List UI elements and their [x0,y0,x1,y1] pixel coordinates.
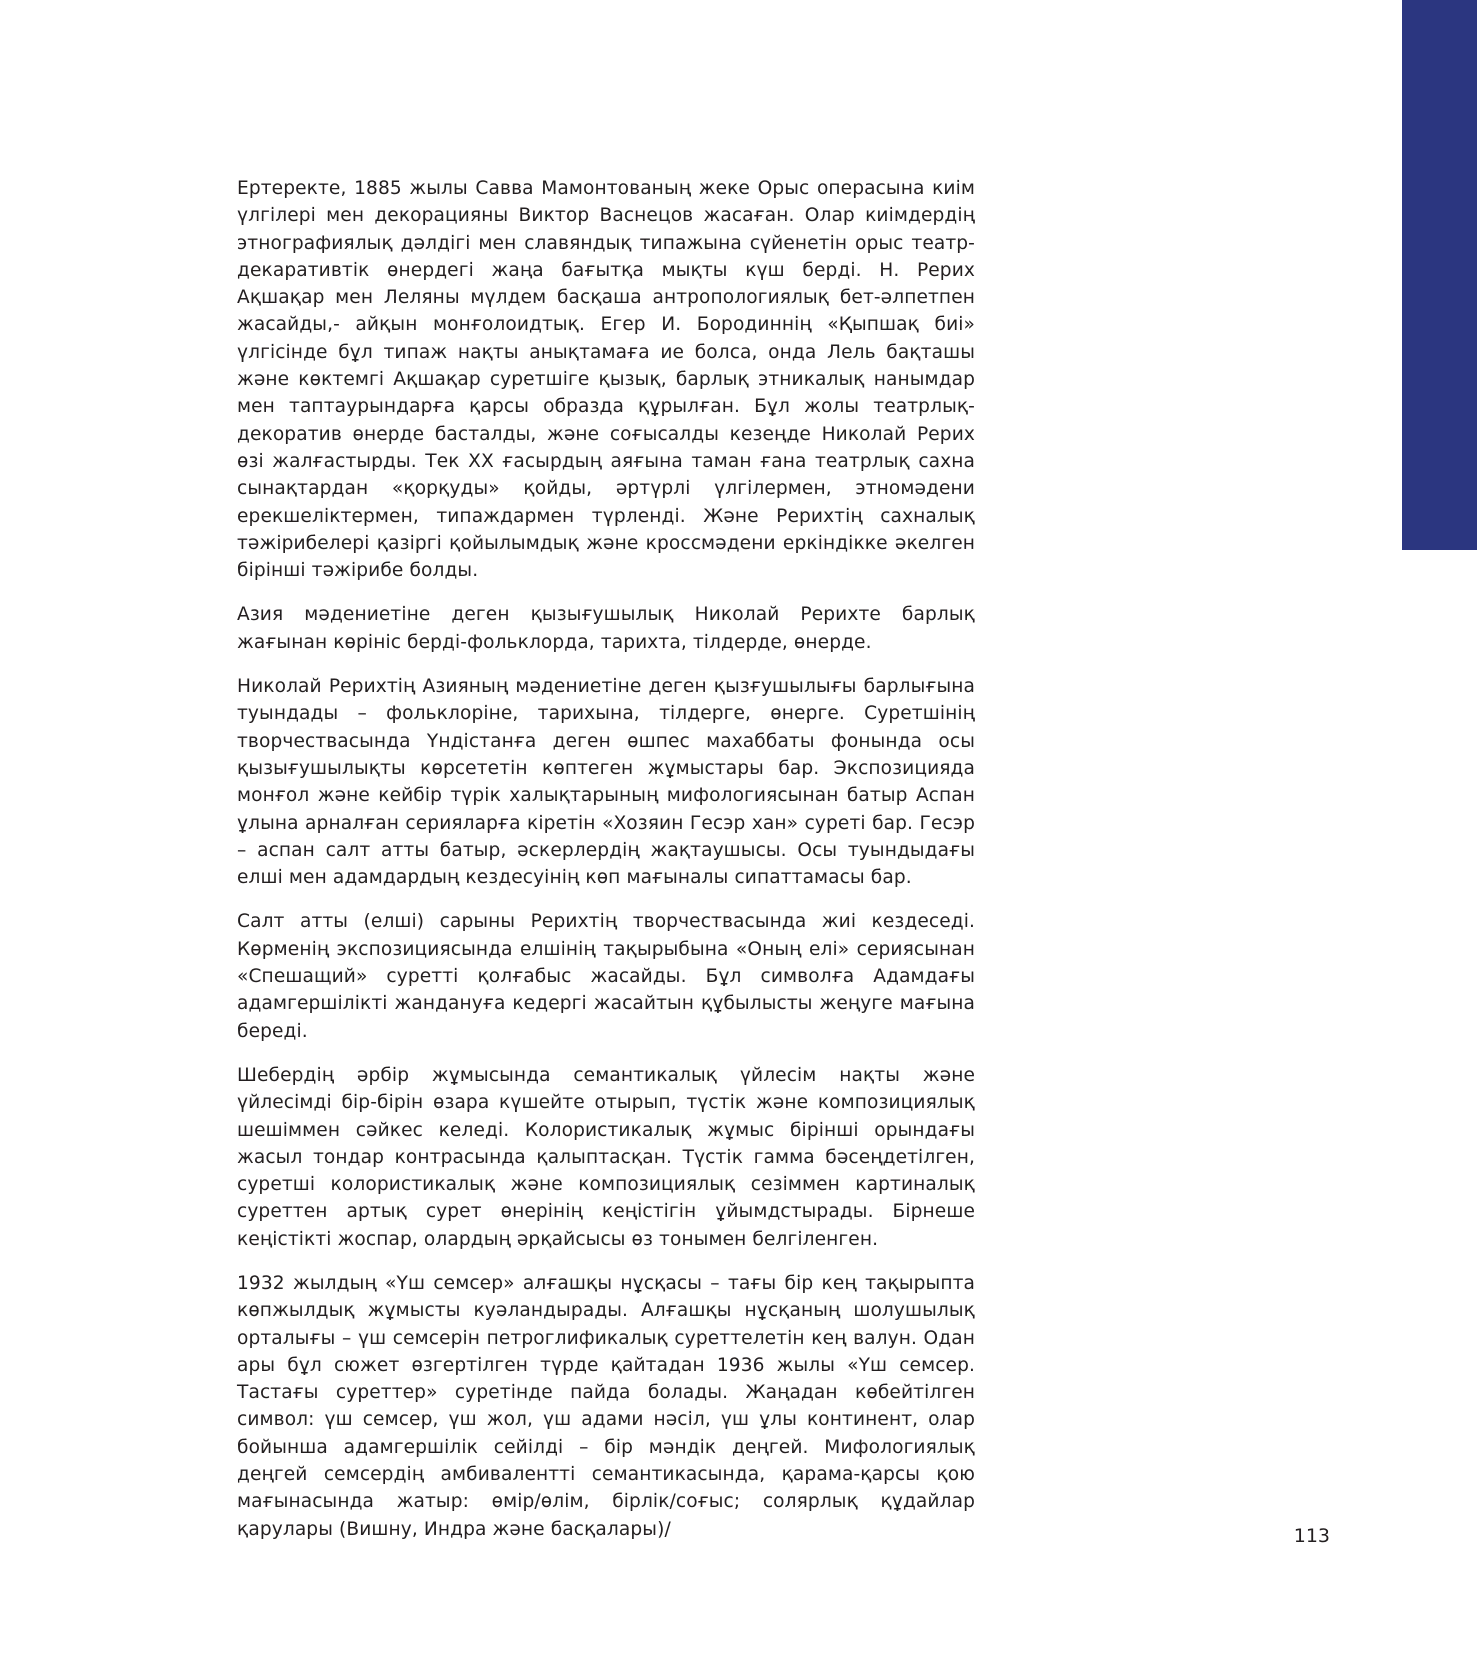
paragraph: 1932 жылдың «Үш семсер» алғашқы нұсқасы – тағы бір кең тақырыпта көпжылдық жұмысты куәландырады. Алғашқы нұсқаның шолушылық орталығы – үш семсерін петроглификалық суреттелетін кең валун. Одан ары бұл сюжет өзгертілген түрде қайтадан 1936 жылы «Үш семсер. Тастағы суреттер» суретінде пайда болады. Жаңадан көбейтілген символ: үш семсер, үш жол, үш адами нәсіл, үш ұлы континент, олар бойынша адамгершілік сейілді – бір мәндік деңгей. Мифологиялық деңгей семсердің амбивалентті семантикасында, қарама-қарсы қою мағынасында жатыр: өмір/өлім, бірлік/соғыс; солярлық құдайлар қарулары (Вишну, Индра және басқалары)/ [237,1272,975,1540]
paragraph: Николай Рерихтің Азияның мәдениетіне деген қызғушылығы барлығына туындады – фольклоріне, тарихына, тілдерге, өнерге. Суретшінің творчествасында Үндістанға деген өшпес махаббаты фонында осы қызығушылықты көрсететін көптеген жұмыстары бар. Экспозицияда монғол және кейбір түрік халықтарының мифологиясынан батыр Аспан ұлына арналған серияларға кіретін «Хозяин Гесэр хан» суреті бар. Гесэр – аспан салт атты батыр, әскерлердің жақтаушысы. Осы туындыдағы елші мен адамдардың кездесуінің көп мағыналы сипаттамасы бар. [237,676,975,889]
side-color-tab [1402,0,1477,550]
page-number: 113 [1293,1525,1330,1547]
paragraph: Шебердің әрбір жұмысында семантикалық үйлесім нақты және үйлесімді бір-бірін өзара күшейте отырып, түстік және композициялық шешіммен сәйкес келеді. Колористикалық жұмыс бірінші орындағы жасыл тондар контрасында қалыптасқан. Түстік гамма бәсеңдетілген, суретші колористикалық және композициялық сезіммен картиналық суреттен артық сурет өнерінің кеңістігін ұйымдстырады. Бірнеше кеңістікті жоспар, олардың әрқайсысы өз тонымен белгіленген. [237,1064,975,1250]
paragraph: Азия мәдениетіне деген қызығушылық Николай Рерихте барлық жағынан көрініс берді-фольклорда, тарихта, тілдерде, өнерде. [237,604,975,653]
body-text [237,175,975,1560]
paragraph: Салт атты (елші) сарыны Рерихтің творчествасында жиі кездеседі. Көрменің экспозициясында елшінің тақырыбына «Оның елі» сериясынан «Спешащий» суретті қолғабыс жасайды. Бұл символға Адамдағы адамгершілікті жандануға кедергі жасайтын құбылысты жеңуге мағына береді. [237,911,975,1042]
paragraph: Ертеректе, 1885 жылы Савва Мамонтованың жеке Орыс операсына киім үлгілері мен декорацияны Виктор Васнецов жасаған. Олар киімдердің этнографиялық дәлдігі мен славяндық типажына сүйенетін орыс театр-декаративтік өнердегі жаңа бағытқа мықты күш берді. Н. Рерих Ақшақар мен Леляны мүлдем басқаша антропологиялық бет-әлпетпен жасайды,- айқын монғолоидтық. Егер И. Бородиннің «Қыпшақ биі» үлгісінде бұл типаж нақты анықтамаға ие болса, онда Лель бақташы және көктемгі Ақшақар суретшіге қызық, барлық этникалық нанымдар мен таптаурындарға қарсы образда құрылған. Бұл жолы театрлық-декоратив өнерде басталды, және соғысалды кезеңде Николай Рерих өзі жалғастырды. Тек XX ғасырдың аяғына таман ғана театрлық сахна сынақтардан «қорқуды» қойды, әртүрлі үлгілермен, этномәдени ерекшеліктермен, типаждармен түрленді. Және Рерихтің сахналық тәжірибелері қазіргі қойылымдық және кроссмәдени еркіндікке әкелген бірінші тәжірибе болды. [237,178,975,582]
